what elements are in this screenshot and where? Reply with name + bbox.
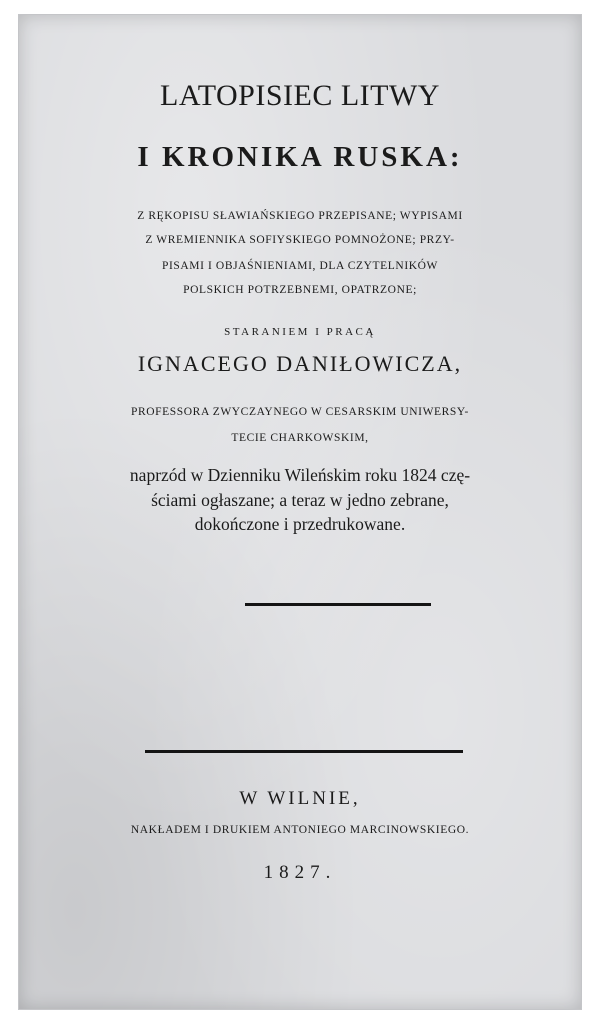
author-name: IGNACEGO DANIŁOWICZA, [137,351,463,376]
subtitle-line: Z RĘKOPISU SŁAWIAŃSKIEGO PRZEPISANE; WYPISAMI [137,210,463,222]
title-line-2: I KRONIKA RUSKA: [137,141,463,173]
long-divider [145,750,463,753]
staraniem-line: STARANIEM I PRACĄ [224,326,376,338]
profession-line: TECIE CHARKOWSKIM, [231,432,369,444]
body-line: ściami ogłaszane; a teraz w jedno zebrane, [151,490,449,510]
imprint-year: 1827. [263,862,337,883]
body-line: dokończone i przedrukowane. [194,514,406,534]
subtitle-line: Z WREMIENNIKA SOFIYSKIEGO POMNOŻONE; PRZY- [145,234,455,246]
imprint-publisher: NAKŁADEM I DRUKIEM ANTONIEGO MARCINOWSKIEGO. [130,824,470,836]
short-divider [245,603,431,606]
body-line: naprzód w Dzienniku Wileńskim roku 1824 czę- [129,465,471,485]
imprint-city: W WILNIE, [239,788,361,809]
subtitle-line: PISAMI I OBJAŚNIENIAMI, DLA CZYTELNIKÓW [161,260,439,272]
profession-line: PROFESSORA ZWYCZAYNEGO W CESARSKIM UNIWERSY- [130,406,469,418]
title-page [18,14,582,1010]
title-line-1: LATOPISIEC LITWY [160,79,440,112]
subtitle-line: POLSKICH POTRZEBNEMI, OPATRZONE; [183,284,417,296]
